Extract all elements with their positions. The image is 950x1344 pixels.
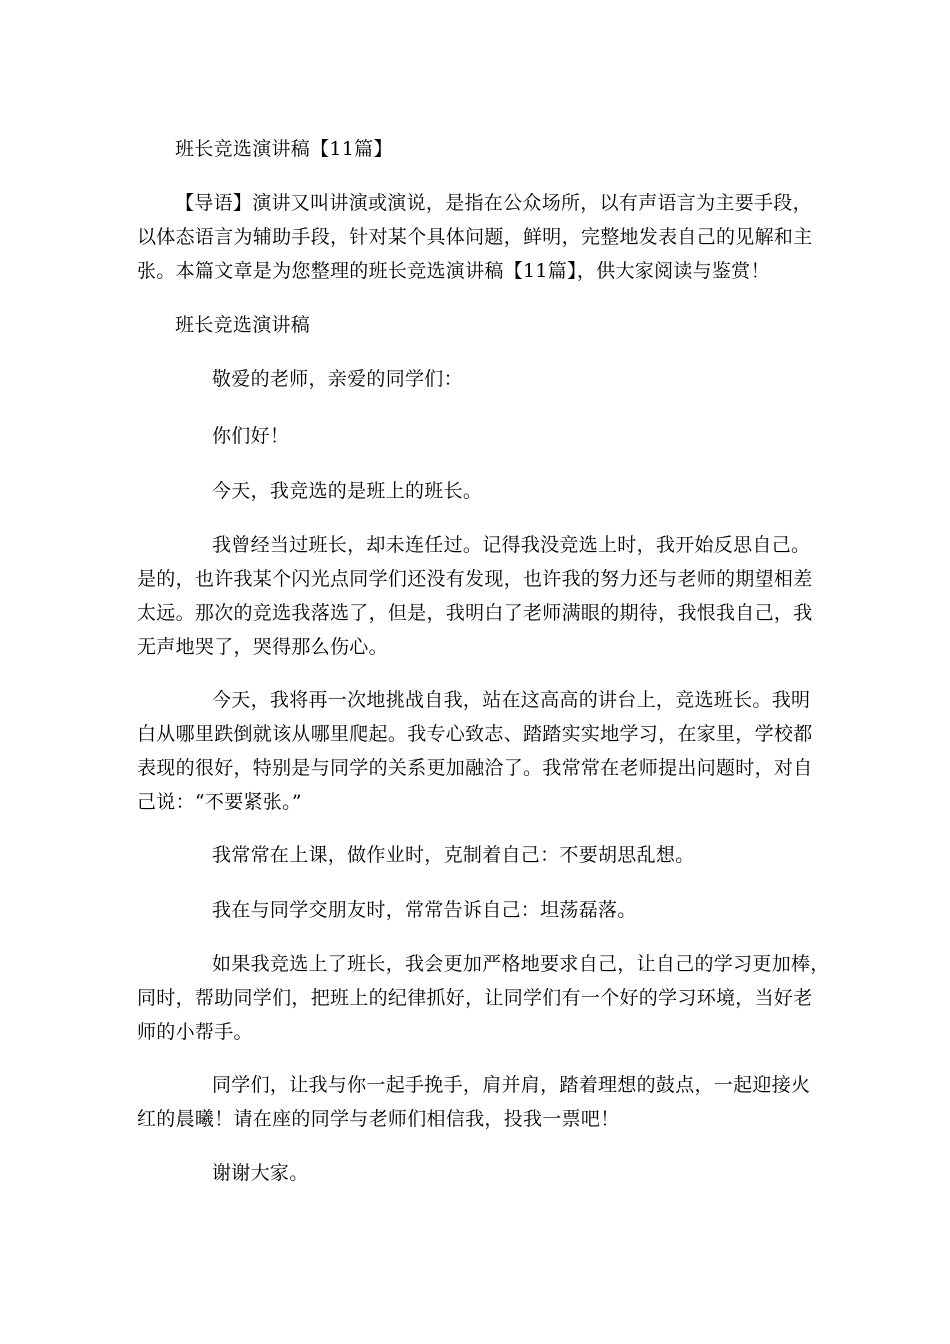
paragraph-line: 是的，也许我某个闪光点同学们还没有发现，也许我的努力还与老师的期望相差 bbox=[137, 568, 813, 590]
paragraph-line: 今天，我将再一次地挑战自我，站在这高高的讲台上，竞选班长。我明 bbox=[212, 689, 811, 711]
paragraph-line: 师的小帮手。 bbox=[137, 1021, 253, 1043]
intro-line: 以体态语言为辅助手段，针对某个具体问题，鲜明，完整地发表自己的见解和主 bbox=[137, 226, 813, 248]
paragraph-line: 同学们，让我与你一起手挽手，肩并肩，踏着理想的鼓点，一起迎接火 bbox=[212, 1074, 811, 1096]
paragraph-line: 我曾经当过班长，却未连任过。记得我没竞选上时，我开始反思自己。 bbox=[212, 534, 811, 556]
intro-line: 【导语】演讲又叫讲演或演说，是指在公众场所，以有声语言为主要手段， bbox=[175, 192, 812, 214]
paragraph-line: 如果我竞选上了班长，我会更加严格地要求自己，让自己的学习更加棒， bbox=[212, 953, 830, 975]
intro-line: 张。本篇文章是为您整理的班长竞选演讲稿【11篇】，供大家阅读与鉴赏！ bbox=[137, 260, 770, 282]
paragraph-line: 我在与同学交朋友时，常常告诉自己：坦荡磊落。 bbox=[212, 899, 637, 921]
paragraph-line: 无声地哭了，哭得那么伤心。 bbox=[137, 636, 388, 658]
paragraph-line: 己说：“不要紧张。” bbox=[137, 791, 302, 813]
paragraph-line: 太远。那次的竞选我落选了，但是，我明白了老师满眼的期待，我恨我自己，我 bbox=[137, 602, 813, 624]
paragraph-line: 我常常在上课，做作业时，克制着自己：不要胡思乱想。 bbox=[212, 844, 695, 866]
paragraph-line: 表现的很好，特别是与同学的关系更加融洽了。我常常在老师提出问题时，对自 bbox=[137, 757, 813, 779]
paragraph-line: 今天，我竞选的是班上的班长。 bbox=[212, 480, 483, 502]
paragraph-line: 谢谢大家。 bbox=[212, 1162, 309, 1184]
paragraph-line: 白从哪里跌倒就该从哪里爬起。我专心致志、踏踏实实地学习，在家里，学校都 bbox=[137, 723, 813, 745]
paragraph-line: 同时，帮助同学们，把班上的纪律抓好，让同学们有一个好的学习环境，当好老 bbox=[137, 987, 813, 1009]
paragraph-line: 你们好！ bbox=[212, 425, 290, 447]
section-title: 班长竞选演讲稿 bbox=[175, 314, 311, 336]
paragraph-line: 敬爱的老师，亲爱的同学们： bbox=[212, 368, 463, 390]
document-title: 班长竞选演讲稿【11篇】 bbox=[175, 138, 393, 160]
paragraph-line: 红的晨曦！请在座的同学与老师们相信我，投我一票吧！ bbox=[137, 1108, 620, 1130]
